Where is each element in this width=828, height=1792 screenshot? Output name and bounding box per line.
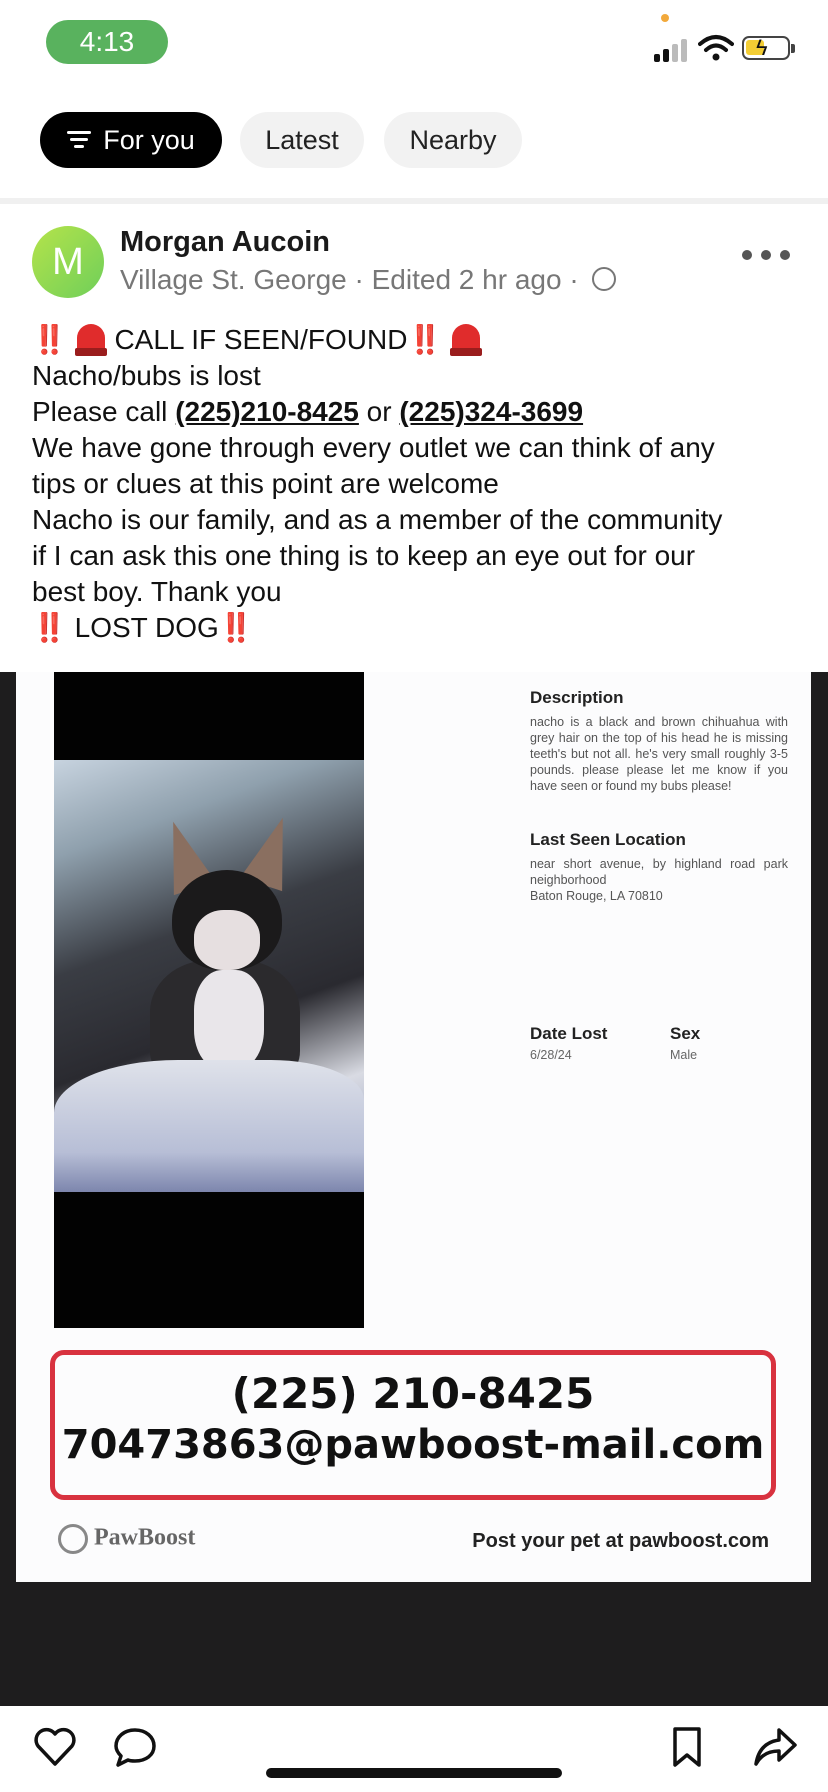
date-lost-value: 6/28/24 [530,1048,572,1062]
post-line: Nacho/bubs is lost [32,360,261,391]
flyer-description [530,688,788,904]
post-line [32,322,812,358]
privacy-indicator-dot [661,14,669,22]
status-bar [0,0,828,90]
tab-label: For you [103,125,195,155]
post-action-bar [0,1706,828,1792]
tab-nearby[interactable] [384,112,522,168]
post-line: Nacho is our family, and as a member of the community [32,504,723,535]
share-icon[interactable] [752,1724,798,1770]
cellular-signal-icon [654,38,690,62]
author-name[interactable]: Morgan Aucoin [120,226,330,258]
heart-icon[interactable] [32,1724,78,1770]
contact-email: 70473863@pawboost-mail.com [61,1422,765,1468]
post-line [32,394,812,430]
status-time: 4:13 [46,20,168,64]
lost-dog-text: LOST DOG [74,612,219,643]
post-meta [120,264,616,296]
more-icon[interactable] [742,250,790,260]
call-or: or [366,396,392,427]
date-lost-title: Date Lost [530,1024,608,1043]
dog-photo [54,672,364,1328]
description-text: nacho is a black and brown chihuahua with grey hair on the top of his head he is missing teeth's but not all. he's very small roughly 3-5 pounds. please please let me know if you have seen or found my bubs please! [530,715,788,793]
wifi-icon [698,34,734,62]
last-seen-title: Last Seen Location [530,830,686,849]
battery-icon: ϟ [742,36,790,60]
tab-label: Nearby [409,125,497,155]
edited-time: Edited 2 hr ago [371,264,562,295]
siren-icon [77,324,105,354]
contact-box [50,1350,776,1500]
comment-icon[interactable] [112,1724,158,1770]
alert-marks: ‼️ [32,324,67,355]
home-indicator[interactable] [266,1768,562,1778]
description-title: Description [530,688,624,707]
tab-latest[interactable] [240,112,364,168]
phone-link-2[interactable]: (225)324-3699 [399,396,584,427]
neighborhood-link[interactable]: Village St. George [120,264,347,295]
bookmark-icon[interactable] [664,1724,710,1770]
call-prefix: Please call [32,396,168,427]
alert-marks: ‼️ [407,324,443,355]
last-seen-city: Baton Rouge, LA 70810 [530,889,663,903]
phone-link-1[interactable]: (225)210-8425 [175,396,359,427]
pawboost-logo-icon [58,1524,88,1554]
alert-marks: ‼️ [32,612,67,643]
tab-label: Latest [265,125,339,155]
post-body [32,322,812,646]
post-line: best boy. Thank you [32,576,282,607]
last-seen-text: near short avenue, by highland road park neighborhood [530,857,788,887]
tab-for-you[interactable] [40,112,222,168]
pawboost-cta: Post your pet at pawboost.com [472,1530,769,1552]
alert-text: CALL IF SEEN/FOUND [114,324,408,355]
feed-divider [0,198,828,204]
post-line [32,610,812,646]
post-line: if I can ask this one thing is to keep an eye out for our [32,540,696,571]
alert-marks: ‼️ [218,612,254,643]
meta-separator: · [354,264,364,295]
brand-name: PawBoost [94,1524,196,1551]
filter-icon [67,131,91,149]
siren-icon [452,324,480,354]
sex-value: Male [670,1048,698,1062]
battery-cap [791,44,795,53]
post-image[interactable] [0,672,828,1706]
pawboost-logo [58,1524,195,1554]
sex-title: Sex [670,1024,701,1043]
contact-phone: (225) 210-8425 [231,1369,595,1418]
avatar[interactable]: M [32,226,104,298]
lost-pet-flyer [16,672,811,1582]
meta-separator: · [569,264,579,295]
post-line: tips or clues at this point are welcome [32,468,499,499]
globe-icon [592,267,616,291]
post-line: We have gone through every outlet we can think of any [32,432,715,463]
